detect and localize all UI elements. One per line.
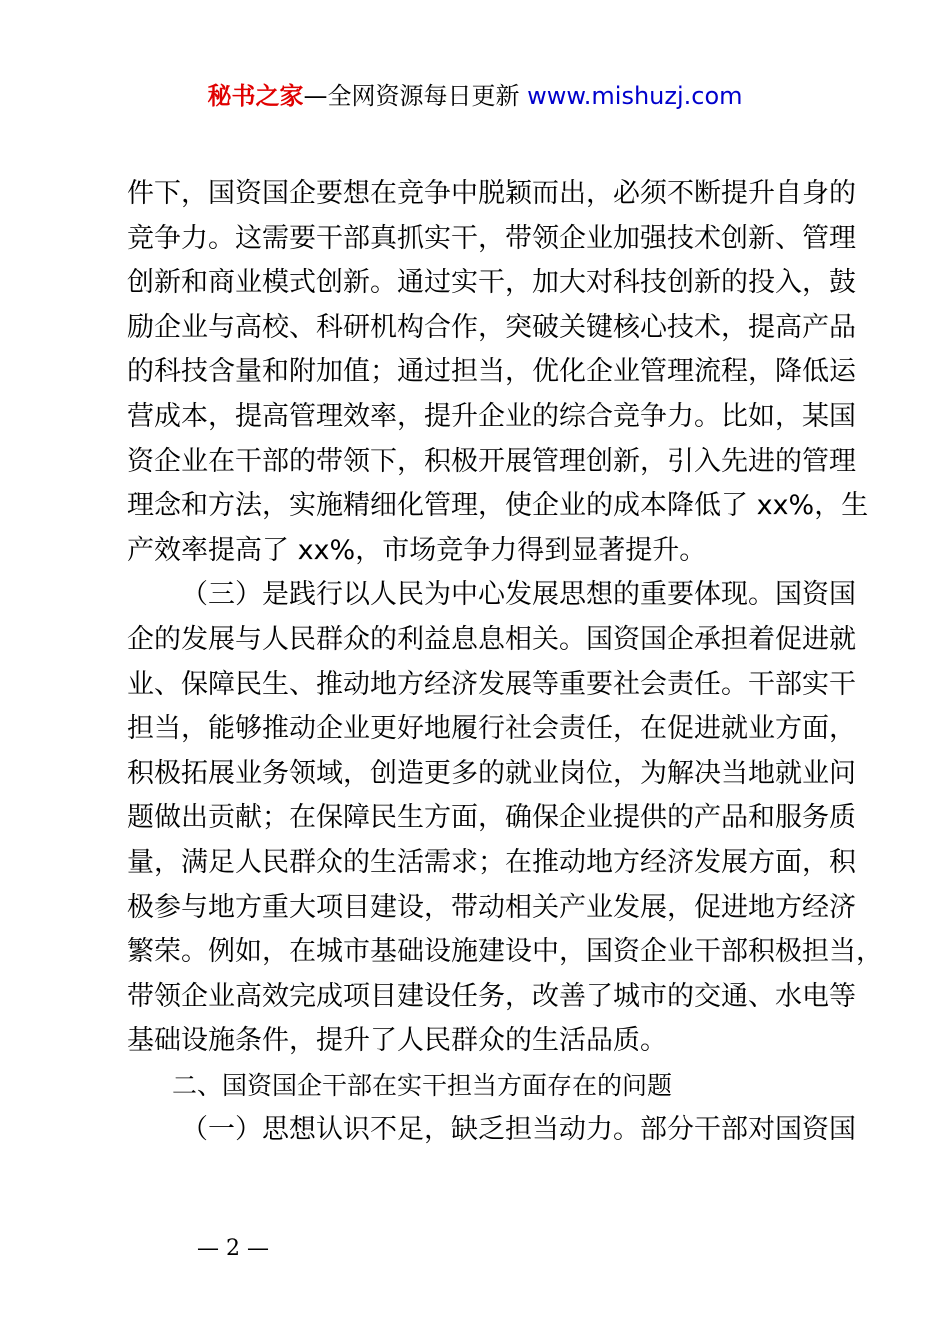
paragraph-line: 竞争力。这需要干部真抓实干，带领企业加强技术创新、管理	[127, 222, 856, 254]
paragraph-line: 基础设施条件，提升了人民群众的生活品质。	[127, 1025, 667, 1057]
section-heading-2: 二、国资国企干部在实干担当方面存在的问题	[172, 1070, 673, 1100]
section-heading-3: （三）是践行以人民为中心发展思想的重要体现。国资国	[181, 579, 856, 611]
site-brand: 秘书之家	[207, 82, 304, 110]
site-url[interactable]: www.mishuzj.com	[519, 82, 743, 110]
paragraph-line: 励企业与高校、科研机构合作，突破关键核心技术，提高产品	[127, 311, 856, 343]
paragraph-line: 企的发展与人民群众的利益息息相关。国资国企承担着促进就	[127, 623, 856, 655]
paragraph-line: 理念和方法，实施精细化管理，使企业的成本降低了 xx%，生	[127, 490, 869, 522]
paragraph-line: 资企业在干部的带领下，积极开展管理创新，引入先进的管理	[127, 445, 856, 477]
paragraph-line: 件下，国资国企要想在竞争中脱颖而出，必须不断提升自身的	[127, 178, 856, 209]
paragraph-line: 的科技含量和附加值；通过担当，优化企业管理流程，降低运	[127, 356, 856, 388]
paragraph-line: 题做出贡献；在保障民生方面，确保企业提供的产品和服务质	[127, 802, 856, 834]
paragraph-line: 带领企业高效完成项目建设任务，改善了城市的交通、水电等	[127, 980, 856, 1012]
page-number: — 2 —	[197, 1236, 269, 1261]
paragraph-line: 极参与地方重大项目建设，带动相关产业发展，促进地方经济	[127, 891, 856, 923]
paragraph-line: 产效率提高了 xx%，市场竞争力得到显著提升。	[127, 534, 707, 566]
paragraph-line: 业、保障民生、推动地方经济发展等重要社会责任。干部实干	[127, 668, 856, 700]
document-body	[127, 172, 883, 1153]
paragraph-line: 营成本，提高管理效率，提升企业的综合竞争力。比如，某国	[127, 400, 856, 432]
paragraph-line: 担当，能够推动企业更好地履行社会责任，在促进就业方面，	[127, 713, 856, 745]
subsection-heading-1: （一）思想认识不足，缺乏担当动力。部分干部对国资国	[181, 1114, 856, 1146]
site-header	[0, 80, 950, 112]
paragraph-line: 量，满足人民群众的生活需求；在推动地方经济发展方面，积	[127, 846, 856, 878]
paragraph-line: 繁荣。例如，在城市基础设施建设中，国资企业干部积极担当，	[127, 936, 883, 968]
site-slogan: —全网资源每日更新	[303, 82, 520, 110]
paragraph-line: 积极拓展业务领域，创造更多的就业岗位，为解决当地就业问	[127, 757, 856, 789]
paragraph-line: 创新和商业模式创新。通过实干，加大对科技创新的投入，鼓	[127, 267, 856, 299]
